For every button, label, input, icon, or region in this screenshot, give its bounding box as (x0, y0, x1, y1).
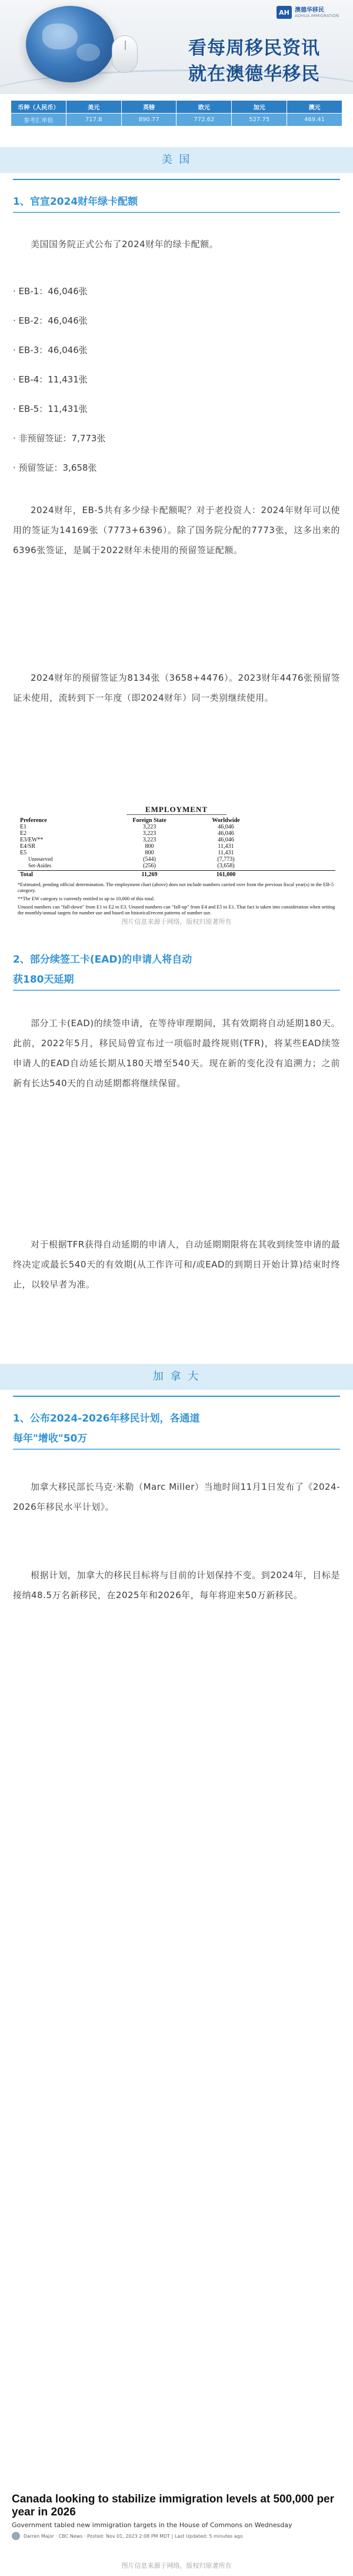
canada-subtitle-1 (13, 1409, 340, 1450)
rate-header-cell: 加元 (232, 101, 287, 114)
news-headline: Canada looking to stabilize immigration levels at 500,000 per year in 2026 (12, 2493, 335, 2518)
bullet-unreserved: · 非预留签证：7,773张 (13, 433, 106, 444)
section-divider (13, 179, 340, 180)
bullet-eb2: · EB-2：46,046张 (13, 315, 88, 326)
employment-row (18, 837, 335, 843)
subtitle-text: 1、官宣2024财年绿卡配额 (13, 196, 138, 208)
cell: (256) (143, 863, 156, 869)
col-preference: Preference (20, 817, 47, 824)
section-divider (13, 1396, 340, 1397)
employment-row (18, 830, 335, 837)
rate-value-cell: 527.75 (232, 114, 287, 127)
employment-row (18, 824, 335, 830)
canada-target-paragraph: 根据计划，加拿大的移民目标将与目前的计划保持不变。到2024年，目标是接纳48.5万名新移民，在2025年和2026年，每年将迎来50万新移民。 (13, 1570, 340, 1600)
rate-header-cell: 欧元 (176, 101, 232, 114)
logo-sub: AOHUA IMMIGRATION (295, 13, 339, 18)
news-meta-text: Darren Major · CBC News · Posted: Nov 01, 2023 2:08 PM MDT | Last Updated: 5 minutes ago (24, 2533, 243, 2539)
usa-ead-paragraph: 部分工卡(EAD)的续签申请，在等待审理期间，其有效期将自动延期180天。此前，2022年5月，移民局曾宣布过一项临时最终规则(TFR)，将某些EAD续签申请人的EAD自动延长期从180天增至540天。现在新的变化没有追溯力；之前新有长达540天的自动延期都将继续保留。 (13, 1018, 340, 1089)
brand-logo (277, 6, 339, 19)
cell: 800 (145, 843, 154, 850)
rate-header-cell: 澳元 (287, 101, 342, 114)
rate-value-cell: 717.8 (66, 114, 121, 127)
cell: E1 (20, 824, 27, 830)
cell: E4/SR (20, 843, 36, 850)
rate-header-row (11, 101, 342, 114)
globe-icon (26, 6, 114, 82)
employment-title: EMPLOYMENT (126, 805, 227, 815)
subtitle-text: 1、公布2024-2026年移民计划，各通道 (13, 1413, 200, 1425)
bullet-eb5: · EB-5：11,431张 (13, 404, 88, 414)
employment-row (18, 850, 335, 856)
canada-plan-paragraph: 加拿大移民部长马克·米勒（Marc Miller）当地时间11月1日发布了《2024-2026年移民水平计划》。 (13, 1482, 340, 1512)
rate-header-cell: 币种（人民币） (11, 101, 66, 114)
usa-subtitle-2 (13, 950, 340, 991)
subtitle-text: 2、部分续签工卡(EAD)的申请人将自动 (13, 954, 192, 966)
employment-total-row (18, 870, 335, 878)
mouse-icon (112, 35, 138, 73)
subtitle-text: 获180天延期 (13, 974, 74, 986)
rate-value-cell: 890.77 (121, 114, 176, 127)
news-subheadline: Government tabled new immigration targets in the House of Commons on Wednesday (12, 2521, 292, 2529)
rate-header-cell: 美元 (66, 101, 121, 114)
rate-value-cell: 772.62 (176, 114, 232, 127)
cell: 800 (145, 850, 154, 856)
cell: Set-Asides (28, 863, 51, 868)
author-avatar (12, 2532, 20, 2540)
cell: E3/EW** (20, 837, 44, 843)
employment-header-row (18, 817, 335, 824)
section-header-canada: 加 拿 大 (0, 1364, 353, 1390)
image-caption: 图片信息来源于网络，版权归原著所有 (121, 2562, 232, 2570)
logo-mark: AH (277, 6, 292, 19)
employment-row (18, 843, 335, 850)
bullet-eb4: · EB-4：11,431张 (13, 374, 88, 385)
bullet-reserved: · 预留签证：3,658张 (13, 462, 97, 473)
banner-headline-2: 就在澳德华移民 (188, 64, 320, 85)
employment-table-image (18, 805, 335, 916)
cell: 46,046 (218, 837, 234, 843)
usa-subtitle-1 (13, 192, 340, 213)
usa-reserved-paragraph: 2024财年的预留签证为8134张（3658+4476）。2023财年4476张预留签证未使用，流转到下一年度（即2024财年）同一类别继续使用。 (13, 673, 340, 703)
bullet-eb1: · EB-1：46,046张 (13, 286, 88, 297)
col-worldwide: Worldwide (212, 817, 240, 824)
subtitle-text: 每年"增收"50万 (13, 1433, 88, 1445)
cell: 3,223 (142, 824, 156, 830)
cell: 46,046 (218, 830, 234, 837)
rate-value-cell: 469.41 (287, 114, 342, 127)
cell: 11,269 (141, 871, 158, 878)
banner-headline-1: 看每周移民资讯 (188, 38, 320, 59)
employment-note: Unused numbers can "fall-down" from E1 to E2 to E3. Unused numbers can "fall-up" from E4 and E5 to E1. That fact is taken into consideration when setting the monthly/annual targets for number use and based on historical/recent patterns of number use. (18, 904, 335, 916)
image-caption: 图片信息来源于网络，版权归原著所有 (121, 918, 232, 926)
cell: 3,223 (142, 837, 156, 843)
col-foreign-state: Foreign State (132, 817, 166, 824)
cell: (544) (143, 856, 156, 863)
cell: E5 (20, 850, 27, 856)
cell: (3,658) (217, 863, 235, 869)
employment-subrow (18, 863, 335, 869)
usa-intro-paragraph: 美国国务院正式公布了2024财年的绿卡配额。 (31, 239, 219, 249)
usa-eb5-paragraph: 2024财年，EB-5共有多少绿卡配额呢？对于老投资人：2024年财年可以使用的签证为14169张（7773+6396）。除了国务院分配的7773张，这多出来的6396张签证，是属于2022财年未使用的预留签证配额。 (13, 505, 340, 555)
rate-header-cell: 英镑 (121, 101, 176, 114)
cell: E2 (20, 830, 27, 837)
canada-news-image (12, 2493, 341, 2555)
cell: 3,223 (142, 830, 156, 837)
bullet-eb3: · EB-3：46,046张 (13, 345, 88, 355)
cell: Unreserved (28, 856, 53, 862)
news-meta (12, 2532, 341, 2540)
employment-note: *Estimated, pending official determination. The employment chart (above) does not include numbers carried over from the previous fiscal year(s) in the EB-5 category. (18, 881, 334, 893)
rate-value-cell: 参考汇率值 (11, 114, 66, 127)
logo-name: 澳德华移民 (295, 6, 324, 14)
cell: 46,046 (218, 824, 234, 830)
usa-tfr-paragraph: 对于根据TFR获得自动延期的申请人，自动延期期限将在其收到续签申请的最终决定或最长540天的有效期(从工作许可和/或EAD的到期日开始计算)结束时终止，以较早者为准。 (13, 1239, 340, 1290)
exchange-rate-table (11, 100, 342, 127)
cell: (7,773) (217, 856, 235, 863)
rate-value-row (11, 114, 342, 127)
section-header-usa: 美 国 (0, 147, 353, 173)
header-banner (0, 0, 353, 94)
employment-subrow (18, 856, 335, 863)
cell: 11,431 (218, 843, 234, 850)
cell: Total (20, 871, 33, 878)
cell: 11,431 (218, 850, 234, 856)
cell: 161,000 (216, 871, 236, 878)
employment-note: **The EW category is currently entitled to up to 10,000 of this total. (18, 896, 155, 901)
